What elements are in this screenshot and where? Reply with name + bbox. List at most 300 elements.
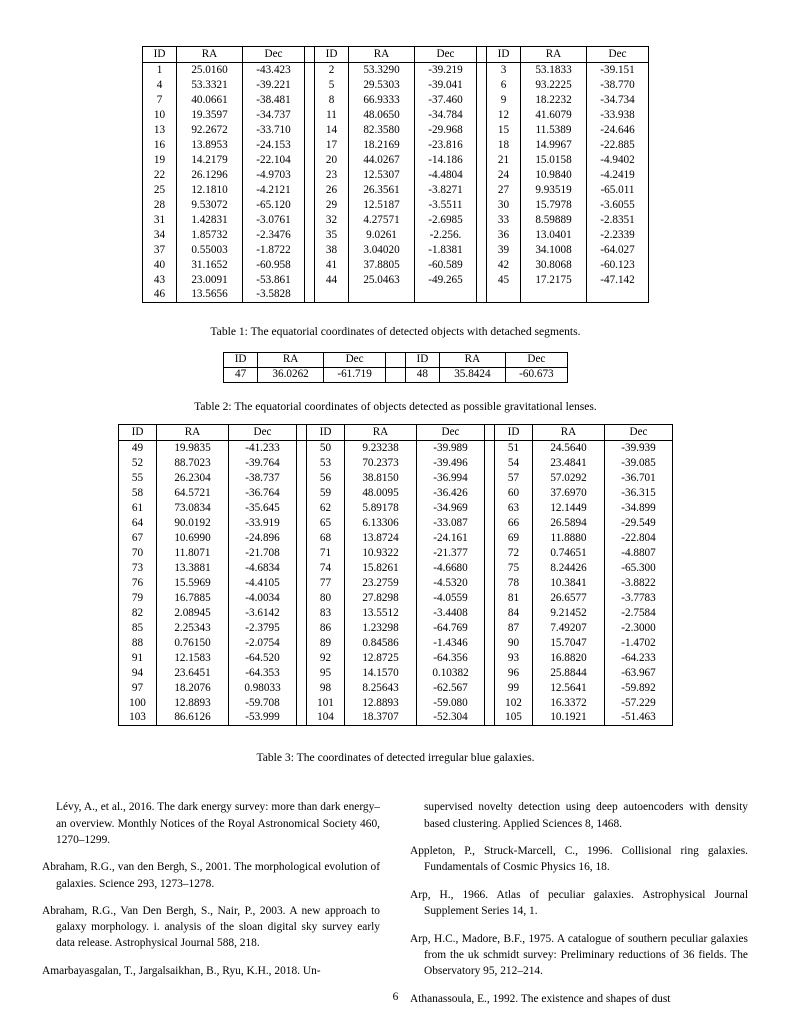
cell-id: 13 <box>143 123 177 138</box>
cell-ra: 26.1296 <box>177 168 243 183</box>
cell-id: 104 <box>307 711 345 726</box>
cell-id: 67 <box>119 531 157 546</box>
cell-dec <box>415 288 477 303</box>
column-gap <box>297 696 307 711</box>
column-header-dec: Dec <box>324 353 386 368</box>
cell-id: 15 <box>487 123 521 138</box>
column-gap <box>305 153 315 168</box>
cell-id: 23 <box>315 168 349 183</box>
column-gap <box>297 591 307 606</box>
column-gap <box>297 486 307 501</box>
column-header-id: ID <box>487 47 521 63</box>
cell-id: 89 <box>307 636 345 651</box>
cell-id: 99 <box>495 681 533 696</box>
cell-dec: -2.256. <box>415 228 477 243</box>
cell-dec: -3.8822 <box>605 576 673 591</box>
column-header-dec: Dec <box>229 425 297 441</box>
table-row <box>119 531 673 546</box>
table-row <box>143 288 649 303</box>
cell-ra: 9.0261 <box>349 228 415 243</box>
column-gap <box>297 546 307 561</box>
column-header-dec: Dec <box>417 425 485 441</box>
cell-dec: -2.0754 <box>229 636 297 651</box>
cell-ra: 34.1008 <box>521 243 587 258</box>
bibliography-entry: Abraham, R.G., van den Bergh, S., 2001. The morphological evolution of galaxies. Science 293, 1273–1278. <box>42 861 380 890</box>
cell-dec: -2.8351 <box>587 213 649 228</box>
table-row <box>143 108 649 123</box>
cell-id: 14 <box>315 123 349 138</box>
bibliography-entry: Arp, H., 1966. Atlas of peculiar galaxies. Astrophysical Journal Supplement Series 14, 1. <box>410 888 748 918</box>
column-gap <box>305 273 315 288</box>
cell-dec: -36.994 <box>417 471 485 486</box>
cell-ra: 48.0095 <box>345 486 417 501</box>
column-gap <box>477 168 487 183</box>
cell-dec: -39.989 <box>417 441 485 456</box>
cell-ra: 19.3597 <box>177 108 243 123</box>
cell-ra: 64.5721 <box>157 486 229 501</box>
column-gap <box>485 546 495 561</box>
cell-dec: -3.7783 <box>605 591 673 606</box>
column-header-id: ID <box>315 47 349 63</box>
column-gap <box>297 651 307 666</box>
cell-dec: -38.481 <box>243 93 305 108</box>
cell-dec: -64.769 <box>417 621 485 636</box>
table-row <box>143 258 649 273</box>
column-gap <box>305 108 315 123</box>
table-row <box>143 93 649 108</box>
cell-ra: 70.2373 <box>345 456 417 471</box>
cell-id: 51 <box>495 441 533 456</box>
table-2-caption: Table 2: The equatorial coordinates of objects detected as possible gravitational lenses. <box>194 400 597 413</box>
column-gap <box>477 273 487 288</box>
cell-id: 76 <box>119 576 157 591</box>
cell-dec: -35.645 <box>229 501 297 516</box>
cell-ra: 4.27571 <box>349 213 415 228</box>
table-row <box>119 561 673 576</box>
table-row <box>119 711 673 726</box>
cell-id: 7 <box>143 93 177 108</box>
cell-id: 27 <box>487 183 521 198</box>
cell-id: 66 <box>495 516 533 531</box>
column-gap <box>477 228 487 243</box>
cell-id: 52 <box>119 456 157 471</box>
cell-ra: 23.6451 <box>157 666 229 681</box>
table-row <box>119 576 673 591</box>
column-gap <box>305 198 315 213</box>
column-gap <box>297 576 307 591</box>
cell-ra: 82.3580 <box>349 123 415 138</box>
cell-dec: -24.646 <box>587 123 649 138</box>
cell-id: 44 <box>315 273 349 288</box>
table-row <box>143 63 649 78</box>
table-1-caption-container <box>0 325 791 338</box>
cell-id: 19 <box>143 153 177 168</box>
cell-id: 96 <box>495 666 533 681</box>
cell-dec: -63.967 <box>605 666 673 681</box>
cell-id: 97 <box>119 681 157 696</box>
cell-ra: 13.0401 <box>521 228 587 243</box>
column-gap <box>305 93 315 108</box>
table-2-caption-container <box>0 400 791 413</box>
cell-ra: 53.3321 <box>177 78 243 93</box>
cell-id: 38 <box>315 243 349 258</box>
cell-id: 93 <box>495 651 533 666</box>
column-gap <box>477 78 487 93</box>
cell-dec: -29.549 <box>605 516 673 531</box>
cell-ra: 35.8424 <box>439 368 505 383</box>
bibliography <box>42 788 749 1016</box>
cell-ra: 13.8724 <box>345 531 417 546</box>
cell-dec: -33.710 <box>243 123 305 138</box>
cell-dec: -39.221 <box>243 78 305 93</box>
column-gap <box>297 501 307 516</box>
column-gap <box>297 606 307 621</box>
cell-dec: -1.4702 <box>605 636 673 651</box>
cell-id: 74 <box>307 561 345 576</box>
cell-ra: 26.2304 <box>157 471 229 486</box>
column-gap <box>485 636 495 651</box>
table-row <box>143 198 649 213</box>
cell-ra: 1.85732 <box>177 228 243 243</box>
cell-dec: -36.426 <box>417 486 485 501</box>
cell-dec: -39.219 <box>415 63 477 78</box>
table-row <box>119 636 673 651</box>
cell-dec: -64.520 <box>229 651 297 666</box>
table-3-body <box>119 441 673 726</box>
cell-dec: -4.4804 <box>415 168 477 183</box>
table-row <box>143 243 649 258</box>
column-gap <box>485 441 495 456</box>
column-gap <box>305 63 315 78</box>
cell-dec: -59.708 <box>229 696 297 711</box>
cell-id: 45 <box>487 273 521 288</box>
cell-dec: -4.9402 <box>587 153 649 168</box>
cell-ra: 9.23238 <box>345 441 417 456</box>
cell-ra: 0.84586 <box>345 636 417 651</box>
cell-ra: 12.1583 <box>157 651 229 666</box>
cell-id: 16 <box>143 138 177 153</box>
cell-dec: -39.085 <box>605 456 673 471</box>
cell-dec: -39.041 <box>415 78 477 93</box>
cell-ra: 15.5969 <box>157 576 229 591</box>
cell-dec: -22.104 <box>243 153 305 168</box>
cell-ra: 15.7047 <box>533 636 605 651</box>
cell-id: 31 <box>143 213 177 228</box>
cell-id: 64 <box>119 516 157 531</box>
cell-id: 59 <box>307 486 345 501</box>
cell-id: 29 <box>315 198 349 213</box>
table-3-container <box>0 424 791 726</box>
table-1-container <box>0 46 791 303</box>
cell-ra: 14.9967 <box>521 138 587 153</box>
table-row <box>143 138 649 153</box>
cell-ra: 2.08945 <box>157 606 229 621</box>
column-gap <box>477 47 487 63</box>
cell-ra: 38.8150 <box>345 471 417 486</box>
cell-ra: 16.3372 <box>533 696 605 711</box>
table-row <box>143 168 649 183</box>
column-header-id: ID <box>495 425 533 441</box>
cell-ra: 18.2076 <box>157 681 229 696</box>
cell-ra: 40.0661 <box>177 93 243 108</box>
cell-dec: -43.423 <box>243 63 305 78</box>
cell-ra: 10.6990 <box>157 531 229 546</box>
cell-ra: 2.25343 <box>157 621 229 636</box>
cell-dec: -22.804 <box>605 531 673 546</box>
cell-id: 92 <box>307 651 345 666</box>
cell-id: 79 <box>119 591 157 606</box>
column-header-ra: RA <box>533 425 605 441</box>
cell-id: 77 <box>307 576 345 591</box>
column-gap <box>485 576 495 591</box>
cell-ra: 41.6079 <box>521 108 587 123</box>
table-1-header-row <box>143 47 649 63</box>
column-gap <box>485 651 495 666</box>
cell-dec: -64.353 <box>229 666 297 681</box>
cell-dec <box>587 288 649 303</box>
column-header-ra: RA <box>345 425 417 441</box>
cell-id: 53 <box>307 456 345 471</box>
column-gap <box>477 153 487 168</box>
column-gap <box>477 258 487 273</box>
cell-id: 5 <box>315 78 349 93</box>
cell-dec: -33.087 <box>417 516 485 531</box>
column-header-dec: Dec <box>415 47 477 63</box>
cell-dec: -4.2419 <box>587 168 649 183</box>
cell-ra: 5.89178 <box>345 501 417 516</box>
cell-ra: 14.1570 <box>345 666 417 681</box>
cell-dec: -60.958 <box>243 258 305 273</box>
column-gap <box>485 516 495 531</box>
column-gap <box>297 621 307 636</box>
cell-ra: 12.5641 <box>533 681 605 696</box>
cell-id: 87 <box>495 621 533 636</box>
cell-dec: -4.4105 <box>229 576 297 591</box>
cell-ra: 10.1921 <box>533 711 605 726</box>
cell-id: 28 <box>143 198 177 213</box>
column-gap <box>485 425 495 441</box>
cell-id: 36 <box>487 228 521 243</box>
cell-ra: 86.6126 <box>157 711 229 726</box>
cell-id: 69 <box>495 531 533 546</box>
cell-id: 8 <box>315 93 349 108</box>
cell-ra: 53.1833 <box>521 63 587 78</box>
column-gap <box>477 108 487 123</box>
cell-ra: 9.53072 <box>177 198 243 213</box>
cell-ra: 15.7978 <box>521 198 587 213</box>
column-gap <box>305 258 315 273</box>
cell-id: 80 <box>307 591 345 606</box>
cell-ra: 25.0160 <box>177 63 243 78</box>
cell-ra: 26.6577 <box>533 591 605 606</box>
cell-dec: -57.229 <box>605 696 673 711</box>
cell-id: 32 <box>315 213 349 228</box>
cell-id: 24 <box>487 168 521 183</box>
table-row <box>143 153 649 168</box>
column-gap <box>477 198 487 213</box>
cell-ra: 73.0834 <box>157 501 229 516</box>
cell-id: 26 <box>315 183 349 198</box>
cell-ra: 12.5187 <box>349 198 415 213</box>
cell-dec: -24.161 <box>417 531 485 546</box>
table-row <box>143 183 649 198</box>
cell-dec: 0.98033 <box>229 681 297 696</box>
page-number: 6 <box>392 991 399 1003</box>
column-gap <box>305 123 315 138</box>
table-row <box>143 228 649 243</box>
cell-id: 90 <box>495 636 533 651</box>
cell-dec: -1.4346 <box>417 636 485 651</box>
cell-ra: 36.0262 <box>258 368 324 383</box>
cell-dec: -14.186 <box>415 153 477 168</box>
cell-dec: -3.6142 <box>229 606 297 621</box>
cell-ra: 48.0650 <box>349 108 415 123</box>
cell-ra: 13.3881 <box>157 561 229 576</box>
table-3-header-row <box>119 425 673 441</box>
cell-id: 21 <box>487 153 521 168</box>
cell-ra: 3.04020 <box>349 243 415 258</box>
cell-id: 40 <box>143 258 177 273</box>
cell-id: 25 <box>143 183 177 198</box>
cell-ra: 24.5640 <box>533 441 605 456</box>
cell-dec: -4.0559 <box>417 591 485 606</box>
cell-id: 4 <box>143 78 177 93</box>
table-3-caption: Table 3: The coordinates of detected irregular blue galaxies. <box>256 751 535 764</box>
table-3-head <box>119 425 673 441</box>
column-gap <box>297 471 307 486</box>
column-gap <box>485 471 495 486</box>
column-gap <box>485 501 495 516</box>
cell-dec: -39.764 <box>229 456 297 471</box>
cell-ra: 13.5656 <box>177 288 243 303</box>
cell-id: 41 <box>315 258 349 273</box>
cell-ra: 13.8953 <box>177 138 243 153</box>
column-gap <box>297 561 307 576</box>
cell-id: 58 <box>119 486 157 501</box>
cell-id: 33 <box>487 213 521 228</box>
cell-dec: -1.8381 <box>415 243 477 258</box>
column-header-id: ID <box>143 47 177 63</box>
cell-ra: 8.24426 <box>533 561 605 576</box>
column-gap <box>485 561 495 576</box>
cell-id: 2 <box>315 63 349 78</box>
cell-id: 72 <box>495 546 533 561</box>
bibliography-entry: supervised novelty detection using deep autoencoders with density based clustering. Applied Sciences 8, 1468. <box>424 801 748 830</box>
cell-dec: -64.233 <box>605 651 673 666</box>
cell-dec: -39.496 <box>417 456 485 471</box>
cell-id: 34 <box>143 228 177 243</box>
cell-dec: -34.734 <box>587 93 649 108</box>
cell-dec: -4.9703 <box>243 168 305 183</box>
cell-id: 105 <box>495 711 533 726</box>
table-row <box>119 456 673 471</box>
cell-dec: -38.737 <box>229 471 297 486</box>
cell-dec: -33.919 <box>229 516 297 531</box>
cell-id: 39 <box>487 243 521 258</box>
cell-id <box>487 288 521 303</box>
cell-ra: 10.9322 <box>345 546 417 561</box>
column-gap <box>297 456 307 471</box>
cell-dec: -38.770 <box>587 78 649 93</box>
column-gap <box>305 138 315 153</box>
cell-ra: 0.74651 <box>533 546 605 561</box>
cell-ra: 53.3290 <box>349 63 415 78</box>
cell-ra: 13.5512 <box>345 606 417 621</box>
table-row <box>143 78 649 93</box>
cell-ra: 27.8298 <box>345 591 417 606</box>
cell-id: 56 <box>307 471 345 486</box>
cell-dec: -33.938 <box>587 108 649 123</box>
cell-dec: -1.8722 <box>243 243 305 258</box>
cell-dec: -3.5828 <box>243 288 305 303</box>
cell-dec: -36.701 <box>605 471 673 486</box>
column-gap <box>297 636 307 651</box>
column-header-ra: RA <box>258 353 324 368</box>
cell-id: 54 <box>495 456 533 471</box>
bibliography-right-column <box>410 788 748 1016</box>
cell-dec: -4.6680 <box>417 561 485 576</box>
cell-id: 95 <box>307 666 345 681</box>
cell-id: 84 <box>495 606 533 621</box>
cell-ra: 18.3707 <box>345 711 417 726</box>
cell-id: 49 <box>119 441 157 456</box>
cell-dec: -3.0761 <box>243 213 305 228</box>
cell-ra: 8.59889 <box>521 213 587 228</box>
cell-ra: 12.8893 <box>157 696 229 711</box>
cell-dec: -52.304 <box>417 711 485 726</box>
cell-ra: 26.5894 <box>533 516 605 531</box>
column-gap <box>386 353 406 368</box>
cell-dec: -3.8271 <box>415 183 477 198</box>
table-row <box>119 621 673 636</box>
cell-ra: 88.7023 <box>157 456 229 471</box>
column-gap <box>297 531 307 546</box>
cell-id: 12 <box>487 108 521 123</box>
cell-dec: -4.0034 <box>229 591 297 606</box>
table-2-header-row <box>224 353 568 368</box>
cell-dec: -53.999 <box>229 711 297 726</box>
bibliography-entry: Lévy, A., et al., 2016. The dark energy survey: more than dark energy–an overview. Monthly Notices of the Royal Astronomical Society 460, 1270–1299. <box>56 801 380 846</box>
cell-dec: -62.567 <box>417 681 485 696</box>
cell-id: 81 <box>495 591 533 606</box>
cell-ra: 17.2175 <box>521 273 587 288</box>
cell-ra: 90.0192 <box>157 516 229 531</box>
cell-dec: -60.123 <box>587 258 649 273</box>
column-gap <box>477 138 487 153</box>
cell-id: 1 <box>143 63 177 78</box>
cell-id: 11 <box>315 108 349 123</box>
column-gap <box>485 486 495 501</box>
cell-dec: -2.6985 <box>415 213 477 228</box>
column-gap <box>305 78 315 93</box>
column-gap <box>305 288 315 303</box>
cell-id: 75 <box>495 561 533 576</box>
column-header-ra: RA <box>349 47 415 63</box>
column-gap <box>477 183 487 198</box>
cell-id: 62 <box>307 501 345 516</box>
column-gap <box>297 711 307 726</box>
cell-dec: -29.968 <box>415 123 477 138</box>
bibliography-entry: Athanassoula, E., 1992. The existence and shapes of dust <box>410 992 671 1005</box>
column-gap <box>477 288 487 303</box>
cell-id: 9 <box>487 93 521 108</box>
cell-id: 30 <box>487 198 521 213</box>
cell-id: 18 <box>487 138 521 153</box>
cell-ra: 11.5389 <box>521 123 587 138</box>
cell-ra: 66.9333 <box>349 93 415 108</box>
cell-ra: 10.9840 <box>521 168 587 183</box>
cell-ra: 12.5307 <box>349 168 415 183</box>
